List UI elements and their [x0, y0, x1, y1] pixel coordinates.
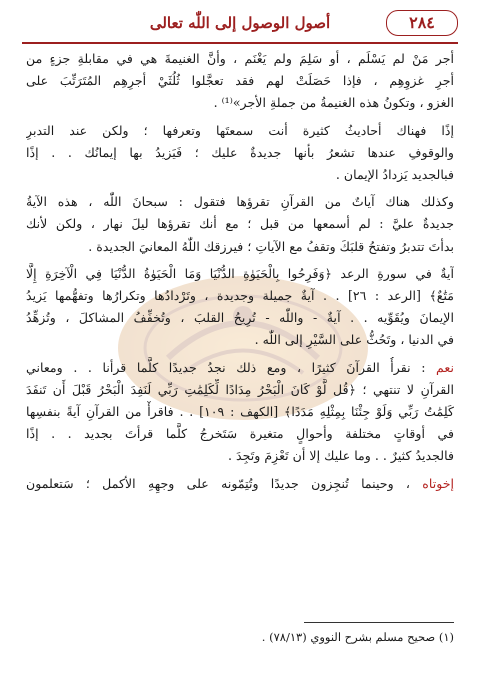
footnote: (١) صحيح مسلم بشرح النووي (٧٨/١٣) . — [261, 630, 454, 644]
running-title: أصول الوصول إلى اللّٰه تعالى — [149, 14, 331, 32]
text-line-highlighted-start — [26, 357, 454, 379]
text-line: الغزو ، وتكونُ هذه الغنيمةُ من جملةِ الأجر»⁽¹⁾ . — [213, 95, 454, 111]
paragraph — [26, 120, 454, 187]
text-line-highlighted-start — [26, 473, 454, 495]
text-line: الإيمانَ ويُقَوِّيه . . آيةٌ - واللّٰه - تُرِيحُ القلبَ ، وتُخفِّفُ المشاكلَ ، وتُزهِّدُ — [26, 310, 454, 326]
text-line: مَتَٰعٌ﴾ [الرعد : ٢٦] . . آيةٌ جميلة وجديدة ، وتَرْدادُها وتكرارُها وتفهُّمها يَزيدُ — [26, 288, 454, 304]
text-line: بدأتَ تتدبرُ وتفتحُ قلبَكَ وتقفُ مع الآياتِ ؛ فيرزقك اللّٰهُ المعانيَ الجديدة . — [88, 238, 454, 254]
text-line: في الدنيا ، وتَحُثُّ على السَّيْرِ إلى اللّٰه . — [254, 332, 454, 348]
highlight-word-naam: نعم — [436, 359, 454, 375]
text-line: كَلِمَٰتُ رَبِّي وَلَوْ جِئْنَا بِمِثْلِهِ مَدَدًا﴾ [الكهف : ١٠٩] . . فاقرأْ من القرآنِ آيةً بنفسِها — [26, 404, 454, 420]
text-line: في أوقاتٍ مختلفة وأحوالٍ متغيرة سَتَخرجُ كلَّما قرأتَ بجديد . . إذًا — [26, 426, 454, 442]
highlight-word-ikhwatah: إخوتاه — [422, 475, 454, 491]
text-line: والوقوفِ عندها تشعرُ بأنها جديدةٌ عليك ؛ فَيَزيدُ بها إيمانُك . . إذًا — [26, 144, 454, 160]
paragraph — [26, 263, 454, 352]
page-body — [26, 48, 454, 610]
footnote-separator — [304, 622, 454, 623]
text-line: أجر مَنْ لم يَسْلَم ، أو سَلِمَ ولم يَغْنَم ، وأنَّ الغنيمةَ هي في مقابلةِ جزءٍ من — [26, 51, 454, 66]
paragraph — [26, 48, 454, 115]
text-line: القرآنِ لا تنتهي ؛ ﴿قُل لَّوْ كَانَ الْبَحْرُ مِدَادًا لِّكَلِمَٰتِ رَبِّي لَنَفِدَ الْبَحْرُ قَبْلَ أَن تَنفَدَ — [26, 381, 454, 397]
text-line: فالجديدُ كثيرٌ . . وما عليك إلا أن تَعْزِمَ وتَجِدَ . — [228, 448, 454, 464]
text-line-rest: ، وحينما تُنجِزون جديدًا وتُتِمّونه على وجهِهِ الأكمل ؛ سَتعلمون — [26, 475, 423, 491]
text-line: أجرِ غزوِهِم ، فإذا حَصَلَتْ لهم فقد تعجَّلوا ثُلُثَيْ أجرِهِم المُتَرَتِّبَ على — [26, 73, 454, 89]
text-line: وكذلك هناك آياتٌ من القرآنِ تقرؤها فتقول : سبحانَ اللّٰه ، هذه الآيةُ — [26, 194, 454, 210]
text-line: آيةٌ في سورةِ الرعد ﴿وَفَرِحُوا بِالْحَيَوٰةِ الدُّنْيَا وَمَا الْحَيَوٰةُ الدُّنْيَا فِي الْآخِرَةِ إِلَّا — [26, 265, 454, 281]
paragraph — [26, 191, 454, 258]
page-header — [22, 8, 458, 44]
text-line: إذًا فهناك أحاديثُ كثيرة أنت سمعتَها وتعرفها ؛ ولكن عند التدبرِ — [26, 122, 454, 138]
paragraph — [26, 473, 454, 495]
text-line-rest: : نقرأُ القرآنَ كثيرًا ، ومع ذلك نجدُ جديدًا كلَّما قرأنا . . ومعاني — [26, 359, 437, 375]
page-number-badge: ٢٨٤ — [386, 10, 458, 36]
paragraph — [26, 357, 454, 468]
text-line: جديدةٌ عليَّ : لم أسمعها من قبل ؛ مع أنك تقرؤها ليلَ نهار ، ولكن لأنك — [26, 216, 454, 232]
text-line: فبالجديد يَزدادُ الإيمان . — [335, 167, 454, 183]
